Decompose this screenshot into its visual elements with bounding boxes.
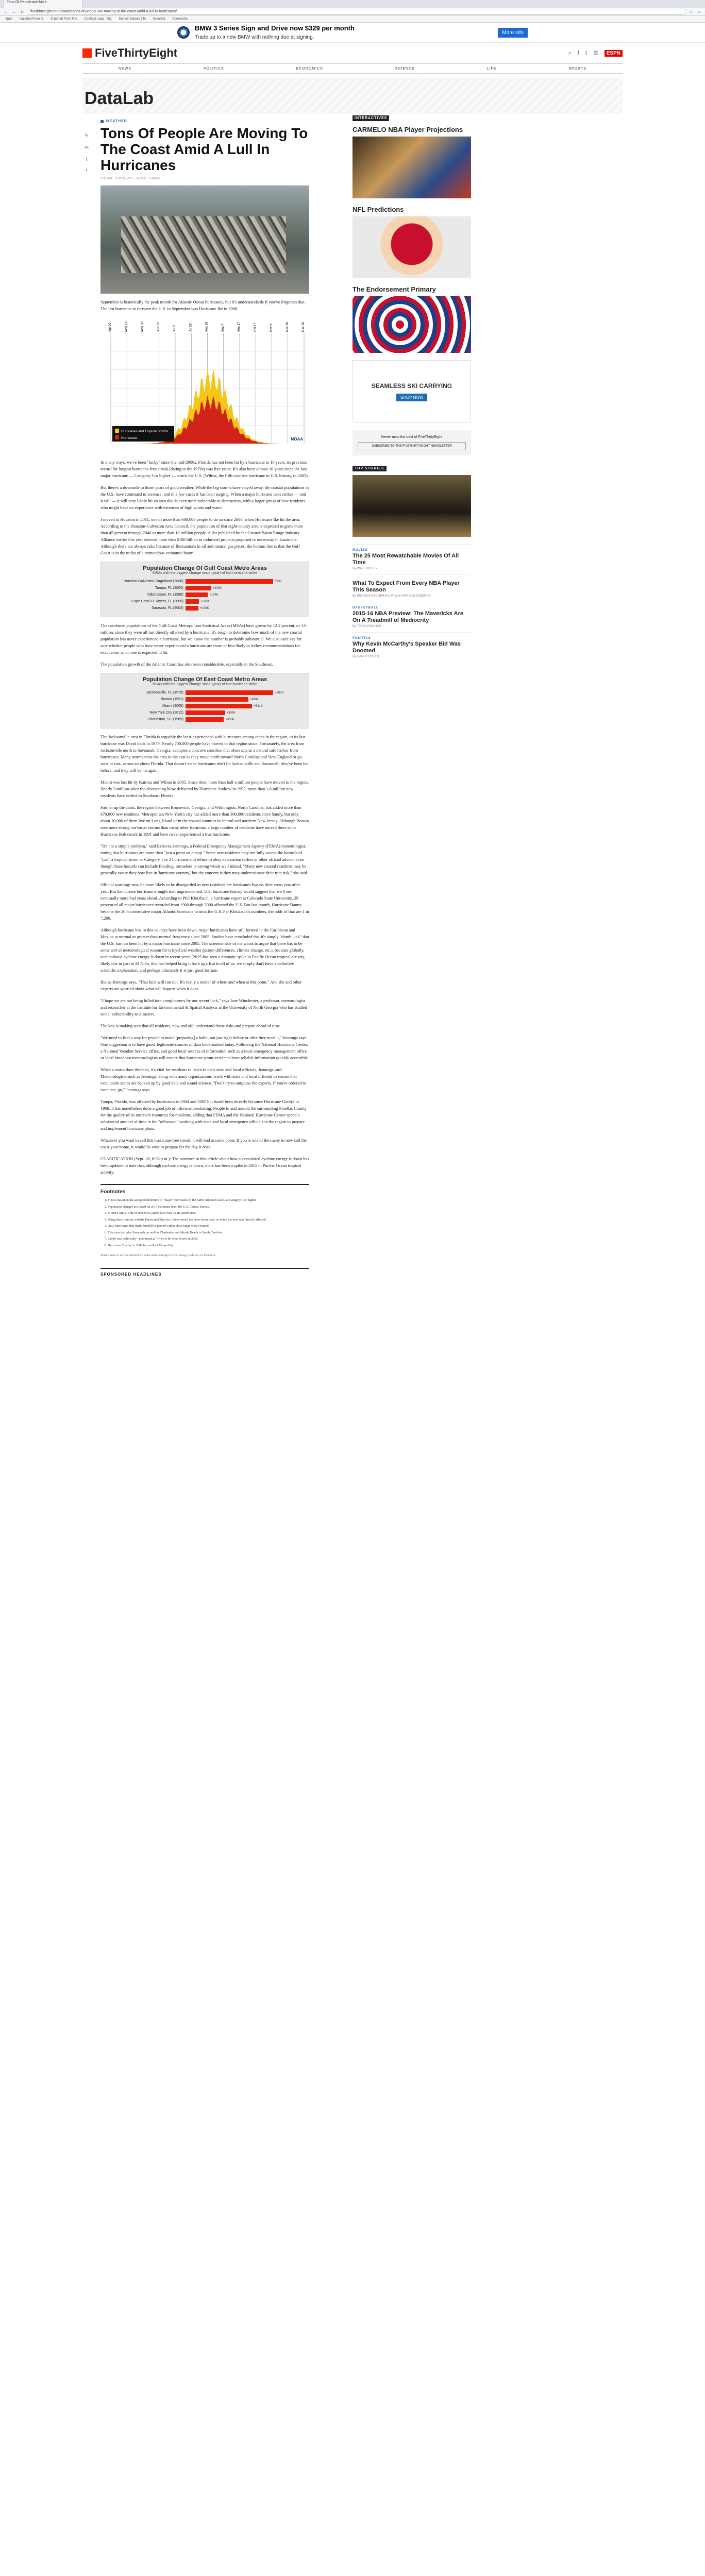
- article-byline: 2:35 AM · SEP 28, 2015 · By MATT LANZA: [100, 177, 160, 180]
- legend-label: Hurricanes: [121, 436, 138, 440]
- bookmark-item[interactable]: Contract Logic - Sig: [84, 18, 112, 21]
- bookmark-item[interactable]: Imported From Fire: [51, 18, 77, 21]
- top-story[interactable]: [352, 602, 471, 632]
- bar-row: [101, 578, 309, 585]
- footnotes-heading: Footnotes: [100, 1189, 126, 1195]
- footnote-item: 2. Population changes are based on 2014 estimates from the U.S. Census Bureau.: [108, 1205, 309, 1210]
- sponsored-headlines: SPONSORED HEADLINES: [100, 1268, 309, 1277]
- footnote-item: 4. Using data from the website HurricaneCity.com, I determined the most recent year in which the area was directly affected.: [108, 1217, 309, 1223]
- month-label: Sep 7: [221, 324, 225, 332]
- story-title[interactable]: Why Kevin McCarthy's Speaker Bid Was Doomed: [352, 641, 461, 654]
- back-icon[interactable]: ←: [4, 9, 8, 14]
- bar-value: 683K: [275, 580, 282, 583]
- bar: [186, 586, 211, 590]
- month-label: May 30: [141, 321, 144, 332]
- espn-logo[interactable]: ESPN: [605, 50, 623, 57]
- nav-life[interactable]: LIFE: [486, 66, 497, 71]
- bar-value: +490K: [249, 698, 259, 701]
- twitter-icon[interactable]: t: [585, 50, 587, 56]
- article-paragraph: But there's a downside to those years of good weather. While the big storms have stayed away, the coastal populations in the U.S. have continued to increase, and in a few cases it has been surging. When a major hurricane next strikes — and it will — it will very likely hit an area that is even more vulnerable to destruction, with a larger group of new residents who might have no experience with extremes of high winds and water.: [100, 485, 309, 510]
- month-label: Oct 17: [254, 323, 257, 332]
- bar-row: [101, 709, 309, 716]
- menu-icon[interactable]: ≡: [698, 9, 701, 14]
- ad-headline: BMW 3 Series Sign and Drive now $329 per month: [195, 24, 355, 32]
- story-kicker: BASKETBALL: [352, 606, 379, 609]
- article-paragraph: I moved to Houston in 2011, one of more than 600,000 people to do so since 2006, when Hurricane Ike hit the area. According to the Houston-Galveston Area Council, the population of that eight-county area is expected to grow more than 45 percent through 2040 to more than 10 million people. A list published by the Greater Baton Rouge Industry Alliance earlier this year showed more than $100 billion in industrial projects proposed or underway in Louisiana. Although there are always risks because of fluctuations in oil and natural gas prices, the bottom line is that the Gulf Coast is in the midst of a tremendous economic boom.: [100, 517, 304, 555]
- reload-icon[interactable]: ↻: [20, 9, 24, 14]
- article-paragraph: The combined populations of the Gulf Coast Metropolitan Statistical Areas (MSAs) have grown by 12.2 percent, or 1.6 million, since they were all last directly affected by a hurricane. It's tough to determine how much of the new coastal population has never experienced a hurricane, but we know the number is probably substantial. We also can't say for sure whether people who have never experienced a hurricane are more or less likely to follow recommendations for evacuation when one is expected to hit.: [100, 623, 307, 655]
- article-paragraph: In many ways, we've been "lucky" since the mid-2000s. Florida has not been hit by a hurricane in 10 years, its previous record for longest hurricane-free streak (dating to the 1970s) was five years. It's also been almost 10 years since the last major hurricane — Category 3 or higher — struck the U.S. (Wilma, the fifth costliest hurricane in U.S. history, in 2005).: [100, 460, 309, 478]
- east-coast-bar-chart: [100, 673, 309, 728]
- ad-banner[interactable]: [177, 24, 528, 41]
- month-label: Jun 19: [157, 322, 160, 332]
- article-paragraph: When a storm does threaten, it's vital for residents to listen to their state and local officials, Jennings said. Meteorologists such as Jennings, along with many organizations, work with state and local officials to ensure that evacuation zones are backed up by good data and sound science. "Don't try to outguess the experts. If you're ordered to evacuate, go," Jennings says.: [100, 1067, 307, 1092]
- bar: [186, 710, 225, 715]
- site-header: [0, 43, 705, 63]
- bar-label: New York City (2012): [149, 711, 183, 715]
- email-icon[interactable]: ✉: [85, 145, 89, 150]
- article-paragraph: September is historically the peak month for Atlantic Ocean hurricanes, but it's understandable if you've forgotten that. The last hurricane to threaten the U.S. in September was Hurricane Ike in 2008.: [100, 300, 306, 311]
- newsletter-box: [352, 430, 471, 455]
- article-clarification: CLARIFICATION (Sept. 28, 8:36 p.m.): The sentence in this article about how accumulated cyclone energy is down has been updated to note that, although cyclone energy is down, there has been a spike in 2015 in Pacific Ocean tropical activity.: [100, 1157, 309, 1175]
- month-label: Aug 18: [205, 321, 209, 332]
- browser-tabbar: [0, 0, 705, 8]
- browser-toolbar: [0, 8, 705, 16]
- bookmark-item[interactable]: Domain Names | To: [119, 18, 146, 21]
- section-title[interactable]: DataLab: [85, 89, 154, 108]
- bar-label: Tampa, FL (2004): [155, 586, 183, 590]
- endorsement-link[interactable]: The Endorsement Primary: [352, 285, 436, 293]
- bar-value: +103K: [200, 600, 210, 603]
- bar-label: Boston (1991): [161, 698, 183, 701]
- article-paragraph: Official warnings may be more likely to be disregarded as new residents are hurricanes bypass their areas year after year. But the current hurricane drought isn't unprecedented. U.S. hurricane history would suggest that we'll see eventually more bad years ahead. According to Phil Klotzbach, a hurricane expert at Colorado State University, 29 percent of all major hurricanes recorded from 1900 through 2000 affected the U.S. But last month, Hurricane Danny became the 26th consecutive major Atlantic hurricane to miss the U.S. Per Klotzbach's numbers, the odds of that are 1 in 7,200.: [100, 883, 309, 921]
- month-label: Nov 6: [270, 324, 273, 332]
- nav-sports[interactable]: SPORTS: [568, 66, 587, 71]
- top-story[interactable]: [352, 632, 471, 663]
- ad-more-info-button[interactable]: More info: [498, 28, 528, 38]
- article-paragraph: "We need to find a way for people to make [preparing] a habit, not just right before or after they need it," Jennings says. One suggestion is to have good, legitimate sources of data bookmarked today. Following the National Hurricane Center, a National Weather Service office, and good local sources of information such as a local emergency management office or local broadcast meteorologists will ensure that hurricane-prone residents have reliable information quickly accessible.: [100, 1036, 309, 1060]
- bookmark-item[interactable]: Bookmarks: [172, 18, 188, 21]
- month-label: Sep 27: [238, 321, 241, 332]
- chart-subtitle: MSAs with the biggest change since (year) of last hurricane strike: [152, 683, 258, 686]
- chart-subtitle: MSAs with the biggest change since (year) of last hurricane strike: [152, 571, 258, 575]
- facebook-share-icon[interactable]: f: [86, 168, 88, 173]
- sidebar-ad-text: SEAMLESS SKI CARRYING: [371, 382, 452, 389]
- nfl-image[interactable]: [352, 216, 471, 278]
- article-kicker[interactable]: [100, 120, 309, 123]
- bar-row: [101, 605, 309, 612]
- legend-label: Hurricanes and Tropical Storms: [121, 430, 169, 433]
- ad-sub: Trade up to a new BMW with nothing due at signing.: [195, 34, 314, 40]
- bar-row: [101, 696, 309, 703]
- footnote-item: 8. Hurricane Charley in 2004 hit south of Tampa Bay.: [108, 1243, 309, 1248]
- article-paragraph: Farther up the coast, the region between Brunswick, Georgia, and Wilmington, North Carolina, has added more than 670,000 new residents. Metropolitan New York's city has added more than 300,000 residents since Sandy, but only about 10,000 of them live on Long Island or in the coastal counties in central and northern New Jersey. Although Boston sees more strong nor'easter storms than many other locations, a large number of residents have moved there since Hurricane Bob struck in 1991 and have never experienced a true hurricane.: [100, 805, 309, 837]
- bar-value: +685K: [275, 691, 284, 694]
- bar-value: +309K: [226, 711, 236, 715]
- bar-row: [101, 585, 309, 591]
- bar: [186, 579, 273, 584]
- story-title[interactable]: 2015-16 NBA Preview: The Mavericks Are On A Treadmill of Mediocrity: [352, 611, 464, 623]
- bmw-logo: [177, 26, 190, 39]
- article-paragraph: "I hope we are not being lulled into complacency by our recent luck," says Jane Winchester, a professor, meteorologist and researcher at the Institute for Environmental & Spatial Analysis at the University of North Georgia who has studied social vulnerability to disasters.: [100, 998, 307, 1016]
- top-story[interactable]: [352, 574, 471, 602]
- sidebar: [352, 112, 471, 663]
- bar-label: Charleston, SC (1989): [147, 718, 183, 721]
- bar: [186, 697, 248, 702]
- footnote-item: 7. Sandy was technically "post-tropical" when it hit New Jersey in 2012.: [108, 1236, 309, 1242]
- footnote-item: 6. This year includes Savannah, as well as Charleston and Myrtle Beach in South Carolina.: [108, 1230, 309, 1235]
- footnote-item: 1. This is based on the accepted definition of "major" hurricanes in the Saffir-Simpson scale, as Category 3 or higher.: [108, 1198, 309, 1203]
- carmelo-image[interactable]: [352, 137, 471, 198]
- month-label: Dec 16: [302, 321, 305, 332]
- search-icon[interactable]: ⌕: [568, 49, 572, 56]
- footnotes: [100, 1184, 309, 1259]
- article-paragraph: But as Jennings says, "That luck will run out. It's really a matter of where and when at this point." And she and other experts are worried about what will happen when it does.: [100, 980, 302, 991]
- bar-label: Cape Coral-Ft. Myers, FL (2005): [131, 600, 183, 603]
- article-paragraph: The Jacksonville area in Florida is arguably the least-experienced with hurricanes among cities in the region, as its last hurricane was David back in 1979. Nearly 700,000 people have moved to that region since. Fortunately, the area from Jacksonville north to Savannah, Georgia, occupies a concave coastline that often acts as a natural safe harbor from hurricanes. Many storms miss the area to the east as they move north toward North Carolina and New England or go west to east, across southern Florida. That doesn't mean hurricanes don't hit Jacksonville and Savannah; they've been hit before, and they will be hit again.: [100, 735, 308, 773]
- interactives-tag: INTERACTIVES: [352, 115, 389, 121]
- article-paragraph: Whatever you want to call this hurricane-free streak, it will end at some point. If you're one of the many to now call the coast your home, it would be wise to prepare for the day it does.: [100, 1138, 307, 1149]
- legend-swatch: [115, 435, 119, 439]
- facebook-icon[interactable]: f: [577, 50, 579, 56]
- bar-label: Jacksonville, FL (1979): [146, 691, 183, 694]
- nav-economics[interactable]: ECONOMICS: [296, 66, 323, 71]
- logo-mark-icon: [82, 48, 92, 58]
- address-bar[interactable]: fivethirtyeight.com/datalab/tons-of-people-are-moving-to-the-coast-amid-a-lull-in-hurricanes/: [28, 9, 685, 15]
- article-paragraph: Tampa, Florida, was affected by hurricanes in 2004 and 2005 but hasn't been directly hit since Hurricane Gladys in 1968. It has nonetheless done a good job of information-sharing. People in and around the surrounding Pinellas County for the quality of its outreach resources for residents, adding that FEMA and the National Hurricane Center spend a substantial amount of time in the "offseason" working with state and local emergency officials in the region to prepare and implement hurricane plans.: [100, 1099, 307, 1131]
- bar-value: +200K: [212, 586, 222, 590]
- bar: [186, 599, 199, 604]
- footnote-item: 5. Only hurricanes that made landfall or passed within close range were counted.: [108, 1224, 309, 1229]
- author-note: Matt Lanza is an operational forecast meteorologist in the energy industry in Houston.: [100, 1253, 216, 1257]
- month-label: Jul 29: [189, 323, 193, 332]
- story-kicker: POLITICS: [352, 637, 371, 640]
- bar-label: Sarasota, FL (2004): [152, 606, 183, 610]
- bookmarks-bar: [0, 16, 705, 23]
- bar-value: +300K: [225, 718, 234, 721]
- bar-row: [101, 689, 309, 696]
- site-logo[interactable]: [82, 46, 177, 60]
- bar-value: +521K: [254, 704, 263, 708]
- bar-value: +100K: [199, 606, 209, 610]
- bar: [186, 717, 224, 722]
- menu-icon[interactable]: ☰: [593, 50, 598, 57]
- carmelo-link[interactable]: CARMELO NBA Player Projections: [352, 126, 463, 133]
- noaa-credit: NOAA: [291, 437, 303, 442]
- bar: [186, 704, 252, 708]
- chart-title: Population Change Of East Coast Metro Areas: [142, 676, 267, 683]
- story-kicker: MOVIES: [352, 549, 368, 552]
- month-label: Jul 9: [173, 325, 176, 332]
- month-label: Apr 20: [109, 323, 112, 332]
- legend-swatch: [115, 429, 119, 433]
- story-byline: By HARRY ENTEN: [352, 655, 379, 658]
- bar-label: Houston-Galveston-Sugarland (2008): [123, 580, 183, 583]
- forward-icon[interactable]: →: [12, 9, 16, 14]
- sidebar-ad[interactable]: [352, 360, 471, 423]
- bar-row: [101, 703, 309, 709]
- gulf-coast-bar-chart: [100, 562, 309, 617]
- kicker-label: WEATHER: [106, 120, 127, 123]
- article-paragraph: Although hurricane hits in this country have been down, major hurricanes have still formed in the Caribbean and Mexico at normal or greater-than-normal frequency since 2005. Studies have concluded that it's simply "dumb luck" that the U.S. has not been hit by a major hurricane since 2005. The scientist side of me wants to argue that there has to be some sort of meteorological reason for it (cyclical weather pattern differences, climate change, etc.), because globally, accumulated cyclone energy is down in recent years (2015 has seen a dramatic spike in Pacific Ocean tropical activity, likely due in part to El Niño, that has helped bring it back up). But in all of us, we simply don't have a definitive scientific explanation, and perhaps ultimately it is just good fortune.: [100, 928, 309, 973]
- top-story-image[interactable]: [352, 475, 471, 537]
- article-paragraph: Miami was last hit by Katrina and Wilma in 2005. Since then, more than half a million people have moved to the region. Nearly 3 million since the devastating blow delivered by Hurricane Andrew in 1992, more than 1.6 million new residents have settled in Southeast Florida.: [100, 780, 309, 798]
- section-banner: [82, 78, 623, 113]
- bookmark-item[interactable]: Imported From IE: [19, 18, 44, 21]
- nav-science[interactable]: SCIENCE: [395, 66, 415, 71]
- month-label: May 10: [125, 321, 128, 332]
- star-icon[interactable]: ☆: [689, 9, 693, 14]
- story-byline: By WALT HICKEY: [352, 567, 378, 570]
- article-paragraph: The key is making sure that all residents, new and old, understand those risks and prepare ahead of time.: [100, 1024, 281, 1028]
- top-stories-tag: TOP STORIES: [352, 466, 387, 471]
- bar: [186, 690, 273, 695]
- hurricane-damage-photo: [100, 185, 309, 294]
- bar-row: [101, 598, 309, 605]
- main-nav: [82, 63, 623, 74]
- month-label: Nov 26: [286, 321, 289, 332]
- endorsement-image[interactable]: [352, 296, 471, 353]
- kicker-square-icon: [100, 120, 104, 123]
- shop-now-button[interactable]: SHOP NOW: [396, 394, 427, 401]
- browser-tab[interactable]: Tons Of People Are Mo ×: [3, 0, 82, 8]
- article-paragraph: The population growth of the Atlantic Coast has also been considerable, especially in the Southeast.: [100, 662, 273, 667]
- article-title: Tons Of People Are Moving To The Coast Amid A Lull In Hurricanes: [100, 125, 308, 173]
- hurricane-season-chart: [100, 317, 309, 451]
- bar-label: Tallahassee, FL (1985): [147, 593, 183, 597]
- bar-row: [101, 716, 309, 723]
- bar-value: +174K: [209, 593, 219, 597]
- bar: [186, 592, 208, 597]
- nav-news[interactable]: NEWS: [118, 66, 131, 71]
- bookmark-item[interactable]: Imported: [153, 18, 165, 21]
- newsletter-subscribe-button[interactable]: SUBSCRIBE TO THE FIVETHIRTYEIGHT NEWSLETTER: [358, 442, 466, 450]
- logo-text: FiveThirtyEight: [95, 46, 178, 59]
- article: [100, 112, 309, 1277]
- comment-icon[interactable]: ✎: [85, 133, 89, 138]
- top-ad: [0, 23, 705, 43]
- story-byline: By TIM MACMAHON: [352, 625, 382, 628]
- bookmark-item[interactable]: Apps: [5, 18, 12, 21]
- footnote-item: 3. Miami's MSA is the Miami-Fort Lauderdale-West Palm Beach area.: [108, 1211, 309, 1216]
- bar-label: Miami (2005): [162, 704, 183, 708]
- chart-title: Population Change Of Gulf Coast Metro Areas: [143, 565, 267, 571]
- top-story[interactable]: [352, 544, 471, 574]
- share-bar: [82, 133, 91, 173]
- nfl-link[interactable]: NFL Predictions: [352, 206, 404, 213]
- bar-row: [101, 591, 309, 598]
- story-byline: By REUBEN FISCHER-BAUM and KIRK GOLDSBERRY: [352, 595, 431, 598]
- article-paragraph: "It's not a simple problem," said Rebecca Jennings, a Federal Emergency Management Agency (FEMA) meteorologist, noting that hurricanes are more than "just a point on a map." Some new residents may not fully accept the hazards of "just" a tropical storm or Category 1 or 2 hurricane and refuse to obey evacuation orders or other official advice, even though those hazards can include flooding, tornadoes or strong winds well inland. "Many new coastal residents may be generally aware they now live in 'hurricane country,' but the concern is they may underestimate their true risk," she said.: [100, 844, 308, 875]
- story-title[interactable]: What To Expect From Every NBA Player This Season: [352, 580, 460, 593]
- story-title[interactable]: The 25 Most Rewatchable Movies Of All Time: [352, 553, 459, 566]
- bar: [186, 606, 198, 611]
- twitter-share-icon[interactable]: t: [86, 157, 88, 162]
- newsletter-title: Never miss the best of FiveThirtyEight: [381, 435, 443, 439]
- nav-politics[interactable]: POLITICS: [203, 66, 224, 71]
